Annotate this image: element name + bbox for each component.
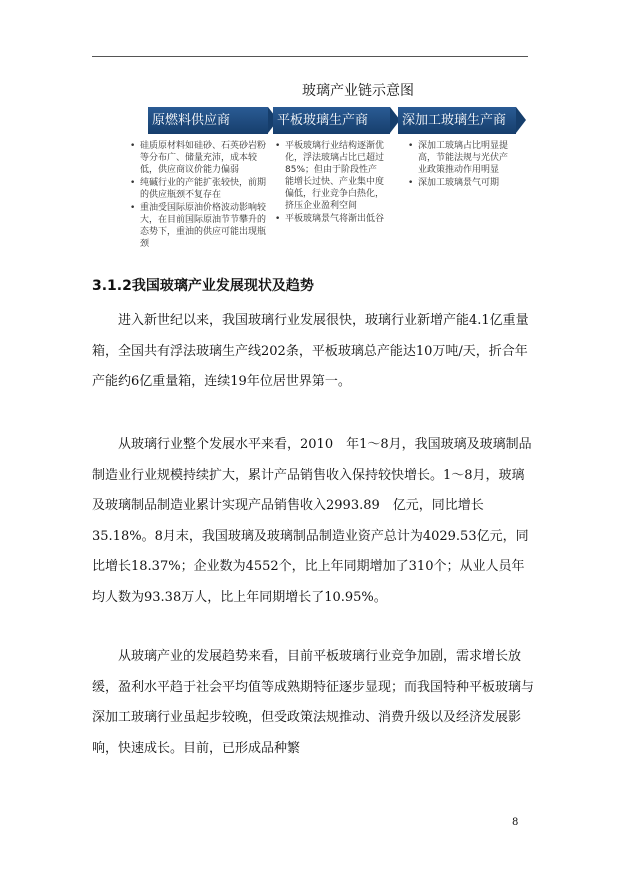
section-heading: 3.1.2我国玻璃产业发展现状及趋势 — [92, 278, 314, 294]
diagram-title: 玻璃产业链示意图 — [302, 83, 414, 99]
list-item: • 深加工玻璃占比明显提高，节能法规与光伏产业政策推动作用明显 — [408, 140, 514, 176]
list-item: • 硅质原材料如硅砂、石英砂岩粉等分布广、储量充沛，成本较低，供应商议价能力偏弱 — [130, 140, 268, 176]
stage-header-deep-processing: 深加工玻璃生产商 — [398, 107, 516, 134]
list-item: • 平板玻璃行业结构逐渐优化，浮法玻璃占比已超过85%；但由于阶段性产能增长过快、产业集中度偏低，行业竞争白热化，挤压企业盈利空间 — [275, 140, 385, 212]
stage-list-raw-materials — [130, 140, 268, 251]
list-item: • 平板玻璃景气将渐出低谷 — [275, 213, 385, 225]
stage-header-raw-materials: 原燃料供应商 — [148, 107, 268, 134]
list-item: • 重油受国际原油价格波动影响较大，在目前国际原油节节攀升的态势下，重油的供应可能出现瓶颈 — [130, 202, 268, 250]
stage-list-flat-glass — [275, 140, 385, 226]
list-item: • 纯碱行业的产能扩张较快，前期的供应瓶颈不复存在 — [130, 177, 268, 201]
paragraph-1: 进入新世纪以来，我国玻璃行业发展很快，玻璃行业新增产能4.1亿重量箱，全国共有浮法玻璃生产线202条，平板玻璃总产能达10万吨/天，折合年产能约6亿重量箱，连续19年位居世界第一。 — [92, 313, 529, 389]
page-number: 8 — [512, 817, 519, 828]
stage-list-deep-processing — [408, 140, 514, 190]
list-item: • 深加工玻璃景气可期 — [408, 177, 514, 189]
paragraph-3: 从玻璃产业的发展趋势来看，目前平板玻璃行业竞争加剧，需求增长放缓，盈利水平趋于社会平均值等成熟期特征逐步显现；而我国特种平板玻璃与深加工玻璃行业虽起步较晚，但受政策法规推动、消费升级以及经济发展影响，快速成长。目前，已形成品种繁 — [92, 649, 535, 756]
header-rule — [92, 56, 528, 57]
paragraph-2: 从玻璃行业整个发展水平来看，2010 年1～8月，我国玻璃及玻璃制品制造业行业规模持续扩大，累计产品销售收入保持较快增长。1～8月，玻璃及玻璃制品制造业累计实现产品销售收入2993.89 亿元，同比增长35.18%。8月末，我国玻璃及玻璃制品制造业资产总计为4029.53亿元，同比增长18.37%；企业数为4552个，比上年同期增加了310个；从业人员年均人数为93.38万人，比上年同期增长了10.95%。 — [92, 437, 532, 605]
stage-header-flat-glass: 平板玻璃生产商 — [273, 107, 390, 134]
